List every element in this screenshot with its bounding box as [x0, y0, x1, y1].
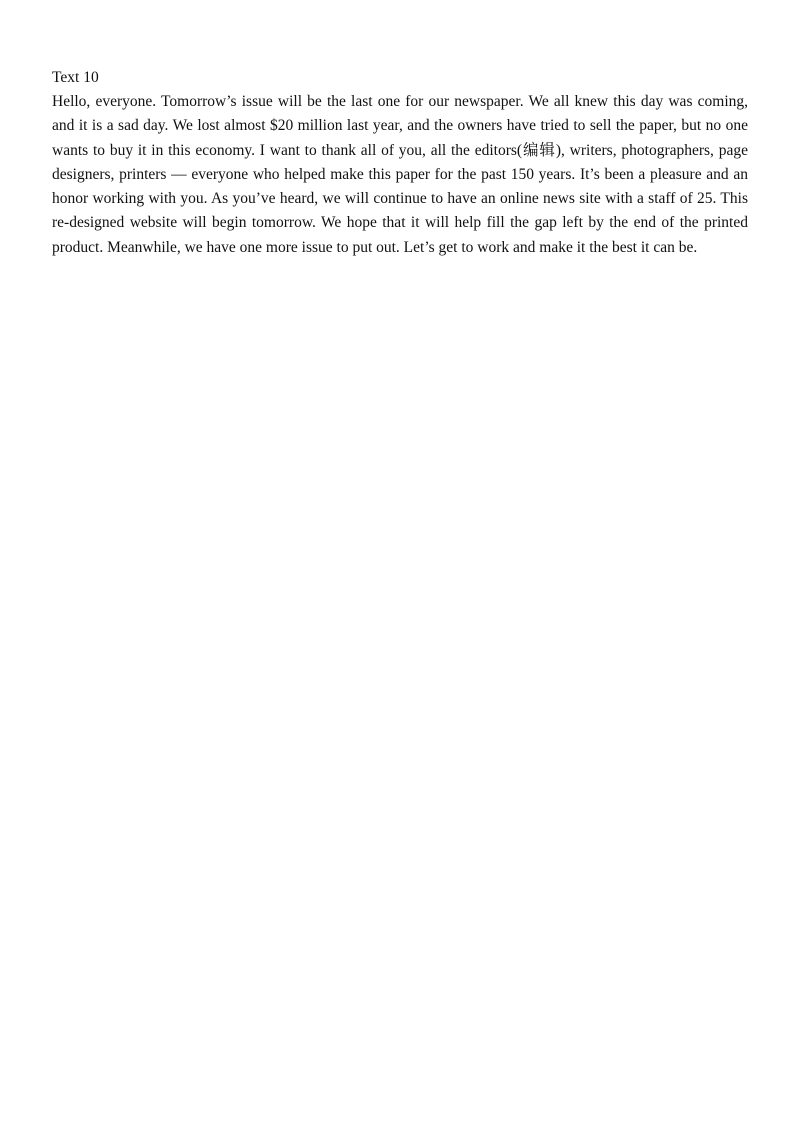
text-paragraph: Hello, everyone. Tomorrow’s issue will be the last one for our newspaper. We all knew this day was coming, and it is a sad day. We lost almost $20 million last year, and the owners have tried to sell the paper, but no one wants to buy it in this economy. I want to thank all of you, all the editors(编辑), writers, photographers, page designers, printers — everyone who helped make this paper for the past 150 years. It’s been a pleasure and an honor working with you. As you’ve heard, we will continue to have an online news site with a staff of 25. This re-designed website will begin tomorrow. We hope that it will help fill the gap left by the end of the printed product. Meanwhile, we have one more issue to put out. Let’s get to work and make it the best it can be.	[52, 93, 748, 256]
document-page	[52, 68, 748, 260]
text-heading: Text 10	[52, 69, 99, 86]
